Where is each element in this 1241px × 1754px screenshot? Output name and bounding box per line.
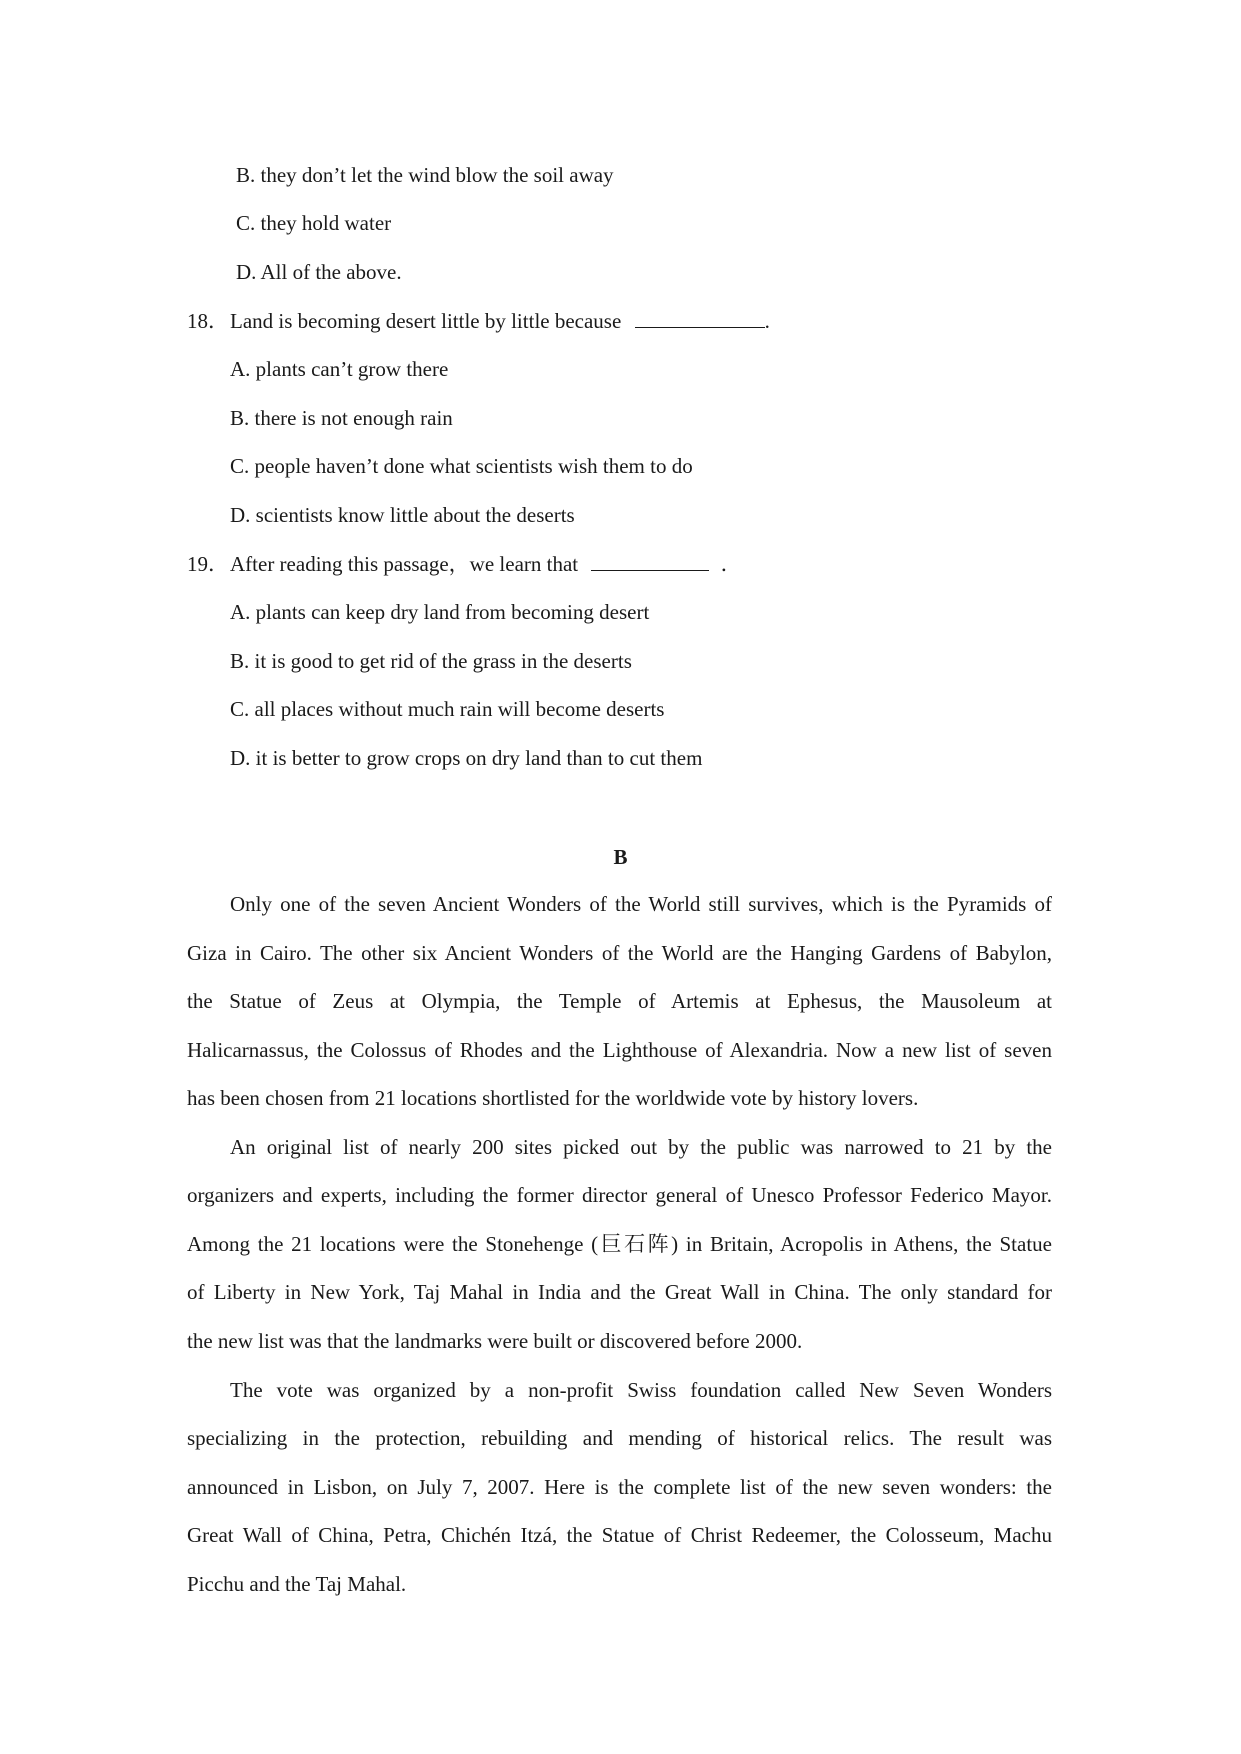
q17-option-b: B. they don’t let the wind blow the soil away xyxy=(236,163,614,187)
q18-option-d: D. scientists know little about the deserts xyxy=(230,503,575,527)
q17-option-c: C. they hold water xyxy=(236,211,392,235)
q18-number: 18． xyxy=(187,309,229,333)
q18-stem-text: Land is becoming desert little by little because xyxy=(230,309,622,333)
paragraph-3-line: Great Wall of China, Petra, Chichén Itzá, the Statue of Christ Redeemer, the Colosseum, Machu xyxy=(187,1523,1052,1547)
paragraph-1-line: Only one of the seven Ancient Wonders of the World still survives, which is the Pyramids of xyxy=(230,892,1052,916)
paragraph-1-line: has been chosen from 21 locations shortlisted for the worldwide vote by history lovers. xyxy=(187,1086,919,1110)
q19-stem xyxy=(230,550,742,578)
q18-option-a: A. plants can’t grow there xyxy=(230,357,449,381)
q19-option-c: C. all places without much rain will become deserts xyxy=(230,697,665,721)
q18-option-b: B. there is not enough rain xyxy=(230,406,453,430)
paragraph-1-line: the Statue of Zeus at Olympia, the Temple of Artemis at Ephesus, the Mausoleum at xyxy=(187,989,1052,1013)
paragraph-2-line: Among the 21 locations were the Stonehenge (巨石阵) in Britain, Acropolis in Athens, the Statue xyxy=(187,1232,1052,1256)
paragraph-3-line: announced in Lisbon, on July 7, 2007. Here is the complete list of the new seven wonders: the xyxy=(187,1475,1052,1499)
q18-answer-blank xyxy=(635,309,765,328)
q17-option-d: D. All of the above. xyxy=(236,260,402,284)
q19-stem-text: After reading this passage，we learn that xyxy=(230,552,579,576)
paragraph-3-line: Picchu and the Taj Mahal. xyxy=(187,1572,407,1596)
paragraph-2-line: An original list of nearly 200 sites picked out by the public was narrowed to 21 by the xyxy=(230,1135,1052,1159)
q19-stem-end: ． xyxy=(720,552,742,576)
paragraph-1-line: Halicarnassus, the Colossus of Rhodes and the Lighthouse of Alexandria. Now a new list of seven xyxy=(187,1038,1052,1062)
paragraph-3-line: The vote was organized by a non-profit Swiss foundation called New Seven Wonders xyxy=(230,1378,1052,1402)
q19-option-d: D. it is better to grow crops on dry land than to cut them xyxy=(230,746,703,770)
q19-answer-blank xyxy=(591,552,709,571)
paragraph-2-line: organizers and experts, including the former director general of Unesco Professor Federico Mayor. xyxy=(187,1183,1052,1207)
q19-option-b: B. it is good to get rid of the grass in the deserts xyxy=(230,649,632,673)
q19-option-a: A. plants can keep dry land from becoming desert xyxy=(230,600,650,624)
section-title: B xyxy=(613,845,628,869)
paragraph-2-line: the new list was that the landmarks were built or discovered before 2000. xyxy=(187,1329,803,1353)
q18-stem xyxy=(230,307,770,335)
paragraph-1-line: Giza in Cairo. The other six Ancient Wonders of the World are the Hanging Gardens of Babylon, xyxy=(187,941,1052,965)
q18-option-c: C. people haven’t done what scientists wish them to do xyxy=(230,454,693,478)
paragraph-3-line: specializing in the protection, rebuilding and mending of historical relics. The result was xyxy=(187,1426,1052,1450)
paragraph-2-line: of Liberty in New York, Taj Mahal in India and the Great Wall in China. The only standard for xyxy=(187,1280,1052,1304)
q19-number: 19． xyxy=(187,552,229,576)
q18-stem-end: . xyxy=(764,309,770,333)
